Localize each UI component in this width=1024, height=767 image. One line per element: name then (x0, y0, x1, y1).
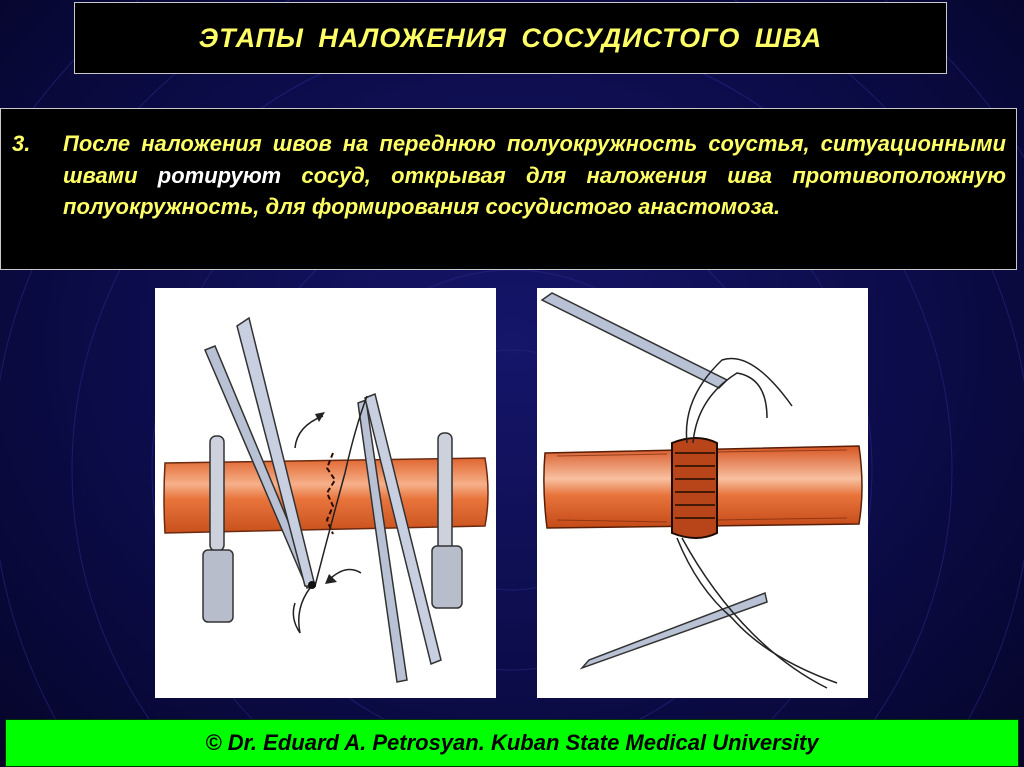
step-text-part1: После наложения швов на переднюю полуокружность соустья, ситуационными швами (63, 131, 1006, 188)
illustration-left (155, 288, 496, 698)
step-description (63, 128, 1006, 223)
step-number: 3. (12, 131, 31, 156)
step-text-part2: сосуд, открывая для наложения шва противоположную полуокружность, для формирования сосудистого анастомоза. (63, 162, 1006, 219)
copyright-text: © Dr. Eduard A. Petrosyan. Kuban State Medical University (205, 730, 819, 755)
title-box (74, 2, 947, 74)
footer-bar (5, 719, 1019, 767)
vessel-clamps-illustration (155, 288, 496, 698)
illustration-right (537, 288, 868, 698)
anastomosis-illustration (537, 288, 868, 698)
step-text-highlight: ротируют (157, 162, 282, 188)
slide-title: ЭТАПЫ НАЛОЖЕНИЯ СОСУДИСТОГО ШВА (198, 22, 823, 53)
text-box (0, 108, 1017, 270)
